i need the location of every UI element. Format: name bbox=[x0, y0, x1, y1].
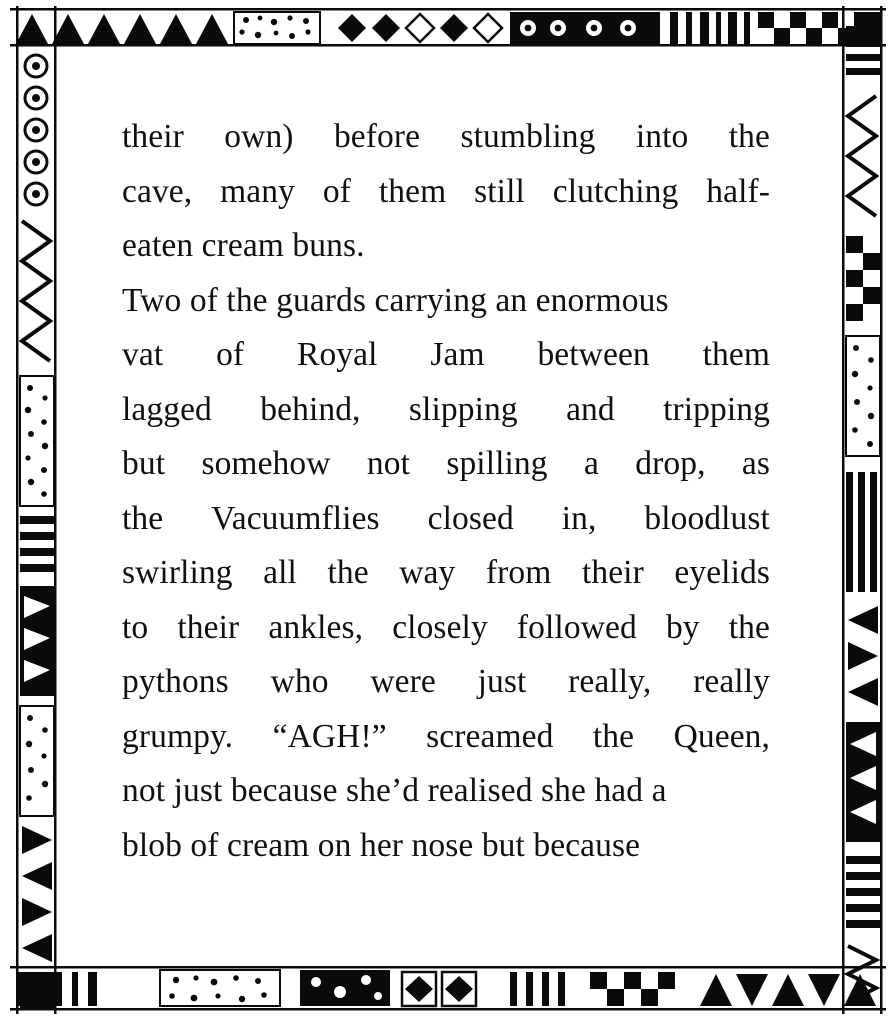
word: the bbox=[327, 554, 369, 591]
word: were bbox=[370, 663, 436, 700]
border-left bbox=[14, 6, 60, 1014]
border-top bbox=[10, 6, 886, 50]
word: really bbox=[693, 663, 770, 700]
word: swirling bbox=[122, 554, 233, 591]
word: many bbox=[220, 172, 295, 210]
word: Vacuumflies bbox=[211, 499, 380, 537]
word: to bbox=[122, 608, 149, 646]
word: not bbox=[366, 445, 410, 482]
text-line: eaten cream buns. bbox=[122, 227, 365, 264]
word: eyelids bbox=[674, 554, 770, 591]
word: their bbox=[581, 554, 644, 591]
word: grumpy. bbox=[122, 717, 234, 755]
word: and bbox=[566, 390, 615, 428]
word: just bbox=[477, 663, 527, 700]
word: their bbox=[177, 608, 240, 646]
word: pythons bbox=[122, 663, 229, 700]
word: who bbox=[270, 663, 329, 700]
word: in, bbox=[561, 499, 597, 537]
word: Jam bbox=[430, 336, 485, 373]
word: as bbox=[741, 445, 770, 482]
word: ankles, bbox=[268, 608, 364, 646]
word: cave, bbox=[122, 172, 193, 210]
word: them bbox=[378, 172, 447, 210]
text-line bbox=[122, 328, 770, 383]
text-line: blob of cream on her nose but because bbox=[122, 826, 641, 864]
word: spilling bbox=[446, 445, 548, 482]
text-line bbox=[122, 710, 770, 765]
text-line bbox=[122, 383, 770, 438]
text-line bbox=[122, 655, 770, 710]
text-line: not just because she’d realised she had a bbox=[122, 772, 667, 809]
word: lagged bbox=[122, 390, 212, 428]
word: but bbox=[122, 445, 166, 482]
word: screamed bbox=[426, 717, 554, 755]
word: behind, bbox=[260, 390, 361, 428]
word: their bbox=[122, 118, 184, 155]
paragraph-1 bbox=[122, 110, 770, 274]
word: of bbox=[322, 172, 351, 210]
word: half- bbox=[706, 172, 770, 210]
border-bottom bbox=[10, 962, 886, 1014]
text-line bbox=[122, 110, 770, 165]
text-line bbox=[122, 492, 770, 547]
word: really, bbox=[568, 663, 652, 700]
word: stumbling bbox=[460, 118, 596, 155]
word: Royal bbox=[297, 336, 378, 373]
word: Queen, bbox=[673, 717, 770, 755]
word: own) bbox=[224, 118, 294, 155]
word: a bbox=[583, 445, 599, 482]
paragraph-2 bbox=[122, 274, 770, 874]
word: drop, bbox=[635, 445, 706, 482]
word: the bbox=[122, 499, 164, 537]
word: of bbox=[216, 336, 245, 373]
word: the bbox=[592, 717, 635, 755]
word: closed bbox=[427, 499, 514, 537]
word: between bbox=[537, 336, 650, 373]
text-line bbox=[122, 601, 770, 656]
word: the bbox=[728, 608, 770, 646]
border-right bbox=[840, 6, 886, 1014]
word: somehow bbox=[201, 445, 331, 482]
word: “AGH!” bbox=[272, 717, 387, 755]
word: still bbox=[474, 172, 525, 210]
word: slipping bbox=[408, 390, 518, 428]
page-text bbox=[122, 110, 770, 873]
word: closely bbox=[392, 608, 488, 646]
word: bloodlust bbox=[644, 499, 770, 537]
word: into bbox=[635, 118, 689, 155]
text-line bbox=[122, 165, 770, 220]
word: followed bbox=[516, 608, 637, 646]
text-line: Two of the guards carrying an enormous bbox=[122, 281, 669, 319]
word: the bbox=[728, 118, 770, 155]
word: clutching bbox=[552, 172, 679, 210]
word: from bbox=[485, 554, 552, 591]
word: vat bbox=[122, 336, 164, 373]
word: by bbox=[665, 608, 700, 646]
word: before bbox=[333, 118, 421, 155]
text-line bbox=[122, 437, 770, 492]
word: all bbox=[263, 554, 297, 591]
word: tripping bbox=[663, 390, 770, 428]
text-line bbox=[122, 546, 770, 601]
word: them bbox=[702, 336, 770, 373]
word: way bbox=[399, 554, 456, 591]
